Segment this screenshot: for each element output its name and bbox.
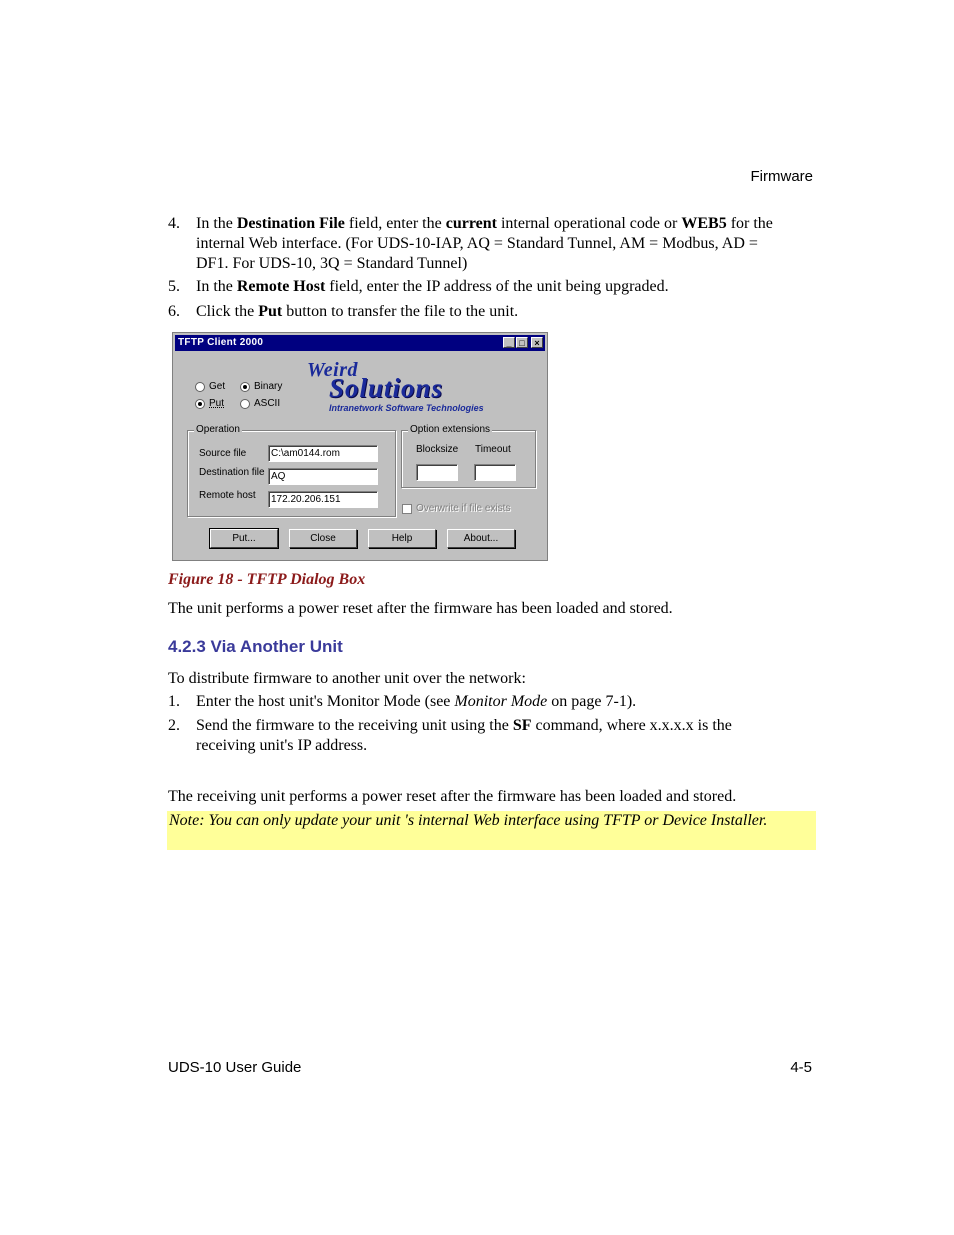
footer-page-number: 4-5 [790,1059,812,1076]
paragraph-power-reset: The unit performs a power reset after the firmware has been loaded and stored. [168,600,673,617]
section-heading: 4.2.3 Via Another Unit [168,637,343,656]
step-number: 6. [168,303,180,320]
step-text: In the Remote Host field, enter the IP address of the unit being upgraded. [196,278,669,295]
step-number: 1. [168,693,180,710]
close-button[interactable]: Close [289,529,357,548]
step-1 [168,692,808,712]
note-box: Note: You can only update your unit 's internal Web interface using TFTP or Device Installer. [167,811,816,850]
about-button[interactable]: About... [447,529,515,548]
destination-file-label: Destination file [199,467,265,478]
put-label: Put [209,398,225,409]
footer-guide-title: UDS-10 User Guide [168,1059,302,1076]
timeout-label: Timeout [475,444,511,455]
get-label: Get [209,381,226,392]
step-2 [168,716,808,756]
destination-file-input[interactable]: AQ [268,468,378,485]
get-radio[interactable] [195,382,205,392]
solutions-logo-text: Solutions [329,373,444,403]
option-extensions-legend: Option extensions [410,424,491,435]
source-file-label: Source file [199,448,247,459]
step-text: In the Destination File field, enter the current internal operational code or WEB5 for the internal Web interface. (For UDS-10-IAP, AQ = Standard Tunnel, AM = Modbus, AD = DF1. For UDS-10, 3Q = Standard Tunnel) [196,215,773,272]
logo-tagline: Intranetwork Software Technologies [329,403,484,413]
blocksize-input[interactable] [416,464,458,481]
binary-radio[interactable] [240,382,250,392]
step-5 [168,277,808,297]
maximize-button[interactable]: □ [516,337,528,348]
step-number: 5. [168,278,180,295]
step-number: 4. [168,215,180,232]
overwrite-label: Overwrite if file exists [416,503,511,514]
monitor-mode-reference: Monitor Mode [454,693,548,710]
tftp-dialog-screenshot [172,332,548,561]
step-text: Send the firmware to the receiving unit using the SF command, where x.x.x.x is the receiving unit's IP address. [196,717,732,754]
source-file-input[interactable]: C:\am0144.rom [268,445,378,462]
put-button[interactable]: Put... [210,529,278,548]
weird-logo-text: Weird [307,359,359,381]
running-header: Firmware [750,168,813,185]
paragraph-receiving-unit: The receiving unit performs a power reset after the firmware has been loaded and stored. [168,788,737,805]
ascii-label: ASCII [254,398,281,409]
step-number: 2. [168,717,180,734]
overwrite-checkbox[interactable] [402,504,412,514]
close-window-button[interactable]: × [531,337,543,348]
step-6 [168,302,808,322]
remote-host-input[interactable]: 172.20.206.151 [268,491,378,508]
binary-label: Binary [254,381,283,392]
ascii-radio[interactable] [240,399,250,409]
figure-caption: Figure 18 - TFTP Dialog Box [168,571,366,588]
blocksize-label: Blocksize [416,444,459,455]
step-text: Click the Put button to transfer the file to the unit. [196,303,519,320]
option-extensions-group [401,424,536,488]
put-radio[interactable] [195,399,205,409]
help-button[interactable]: Help [368,529,436,548]
timeout-input[interactable] [474,464,516,481]
section-intro: To distribute firmware to another unit over the network: [168,670,526,687]
minimize-button[interactable]: _ [503,337,515,348]
dialog-title: TFTP Client 2000 [178,337,264,348]
step-text: Enter the host unit's Monitor Mode (see Monitor Mode on page 7-1). [196,693,637,710]
dialog-titlebar[interactable] [175,335,545,351]
step-4 [168,214,808,274]
operation-legend: Operation [196,424,240,435]
remote-host-label: Remote host [199,490,256,501]
operation-group [187,424,396,517]
